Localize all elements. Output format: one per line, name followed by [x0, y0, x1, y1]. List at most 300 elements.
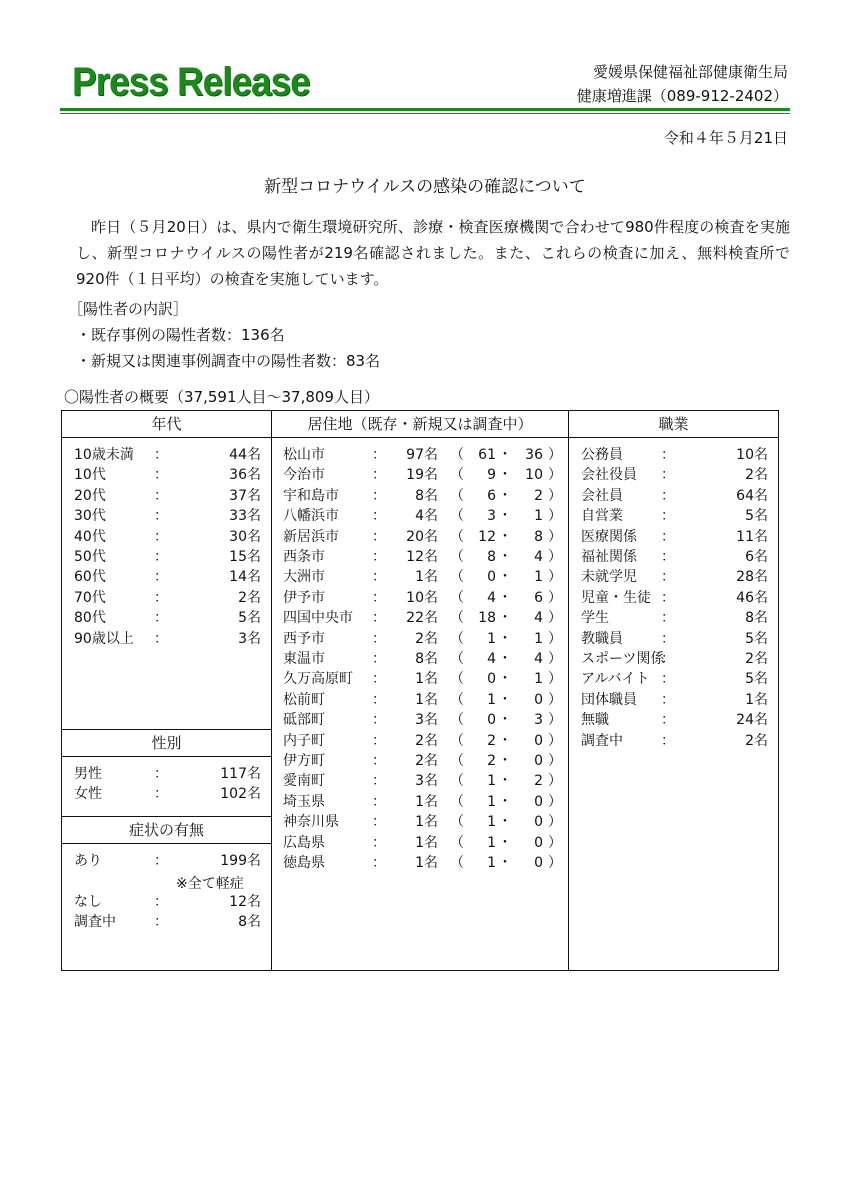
- occupation-count: 5名: [745, 508, 768, 525]
- residence-label: 松前町: [283, 691, 325, 708]
- paren-open: （: [450, 814, 464, 831]
- residence-existing: 61: [478, 447, 496, 463]
- residence-row: [272, 486, 568, 506]
- residence-count: 1名: [415, 814, 438, 831]
- residence-label: 徳島県: [283, 855, 325, 871]
- age-count: 14名: [229, 569, 261, 586]
- symptom-label: あり: [74, 853, 102, 869]
- paren-close: ）: [548, 773, 562, 790]
- separator: ：: [154, 630, 168, 647]
- age-label: 30代: [74, 508, 106, 525]
- paren-open: （: [450, 691, 464, 708]
- occupation-count: 5名: [745, 671, 768, 688]
- occupation-row: [569, 465, 778, 485]
- residence-row: [272, 710, 568, 730]
- residence-header: 居住地（既存・新規又は調査中）: [272, 411, 568, 438]
- age-label: 10歳未満: [74, 447, 134, 463]
- dot: ・: [498, 630, 512, 647]
- symptom-row: [62, 912, 271, 932]
- residence-label: 宇和島市: [283, 487, 339, 504]
- residence-existing: 8: [487, 549, 496, 565]
- paren-close: ）: [548, 855, 562, 871]
- residence-new: 3: [534, 712, 543, 729]
- separator: ：: [661, 630, 675, 647]
- separator: ：: [372, 814, 386, 831]
- occupation-label: 団体職員: [581, 691, 637, 708]
- separator: ：: [372, 691, 386, 708]
- residence-row: [272, 547, 568, 567]
- paren-close: ）: [548, 793, 562, 810]
- residence-new: 2: [534, 487, 543, 504]
- paren-close: ）: [548, 691, 562, 708]
- paren-close: ）: [548, 712, 562, 729]
- occupation-row: [569, 690, 778, 710]
- occupation-label: 児童・生徒: [581, 589, 651, 606]
- occupation-row: [569, 669, 778, 689]
- sex-label: 女性: [74, 786, 102, 803]
- occupation-count: 64名: [736, 487, 768, 504]
- occupation-label: 未就学児: [581, 569, 637, 586]
- separator: ：: [372, 508, 386, 525]
- residence-count: 1名: [415, 671, 438, 688]
- residence-row: [272, 731, 568, 751]
- residence-row: [272, 771, 568, 791]
- age-count: 33名: [229, 508, 261, 525]
- occupation-count: 6名: [745, 549, 768, 565]
- residence-row: [272, 669, 568, 689]
- dot: ・: [498, 447, 512, 463]
- occupation-row: [569, 588, 778, 608]
- separator: ：: [154, 508, 168, 525]
- residence-row: [272, 690, 568, 710]
- residence-existing: 4: [487, 651, 496, 667]
- symptom-count: 8名: [238, 914, 261, 931]
- occupation-count: 24名: [736, 712, 768, 729]
- paren-close: ）: [548, 528, 562, 545]
- separator: ：: [661, 589, 675, 606]
- dot: ・: [498, 855, 512, 871]
- paren-open: （: [450, 732, 464, 749]
- dot: ・: [498, 508, 512, 525]
- residence-new: 4: [534, 549, 543, 565]
- age-count: 3名: [238, 630, 261, 647]
- residence-count: 97名: [406, 447, 438, 463]
- occupation-count: 2名: [745, 651, 768, 667]
- residence-row: [272, 608, 568, 628]
- sex-row: [62, 784, 271, 804]
- sex-count: 117名: [220, 766, 261, 782]
- residence-row: [272, 588, 568, 608]
- paren-close: ）: [548, 569, 562, 586]
- age-row: [62, 608, 271, 628]
- residence-count: 2名: [415, 753, 438, 769]
- residence-existing: 1: [487, 630, 496, 647]
- residence-new: 0: [534, 855, 543, 871]
- residence-new: 1: [534, 671, 543, 688]
- age-count: 36名: [229, 467, 261, 484]
- paren-close: ）: [548, 630, 562, 647]
- occupation-label: スポーツ関係: [581, 651, 665, 667]
- residence-count: 3名: [415, 773, 438, 790]
- separator: ：: [154, 447, 168, 463]
- occupation-label: 会社役員: [581, 467, 637, 484]
- separator: ：: [154, 467, 168, 484]
- separator: ：: [661, 487, 675, 504]
- residence-existing: 0: [487, 569, 496, 586]
- occupation-row: [569, 731, 778, 751]
- occupation-row: [569, 547, 778, 567]
- age-row: [62, 547, 271, 567]
- symptom-label: なし: [74, 893, 102, 910]
- residence-existing: 3: [487, 508, 496, 525]
- symptom-header: 症状の有無: [62, 817, 271, 844]
- residence-label: 久万高原町: [283, 671, 353, 688]
- separator: ：: [372, 855, 386, 871]
- residence-count: 3名: [415, 712, 438, 729]
- separator: ：: [154, 549, 168, 565]
- paren-open: （: [450, 487, 464, 504]
- occupation-label: 医療関係: [581, 528, 637, 545]
- occupation-label: 学生: [581, 610, 609, 627]
- age-row: [62, 486, 271, 506]
- occupation-count: 11名: [736, 528, 768, 545]
- paren-open: （: [450, 630, 464, 647]
- residence-label: 大洲市: [283, 569, 325, 586]
- occupation-count: 46名: [736, 589, 768, 606]
- occupation-table: [568, 410, 779, 971]
- occupation-label: 教職員: [581, 630, 623, 647]
- paren-open: （: [450, 528, 464, 545]
- separator: ：: [372, 671, 386, 688]
- residence-new: 0: [534, 732, 543, 749]
- dot: ・: [498, 793, 512, 810]
- residence-row: [272, 629, 568, 649]
- age-label: 10代: [74, 467, 106, 484]
- dot: ・: [498, 549, 512, 565]
- age-label: 80代: [74, 610, 106, 627]
- paren-close: ）: [548, 467, 562, 484]
- residence-count: 1名: [415, 855, 438, 871]
- paren-open: （: [450, 610, 464, 627]
- paren-open: （: [450, 793, 464, 810]
- age-header: 年代: [62, 411, 271, 438]
- separator: ：: [154, 487, 168, 504]
- occupation-label: アルバイト: [581, 671, 650, 688]
- residence-existing: 4: [487, 589, 496, 606]
- separator: ：: [661, 712, 675, 729]
- paren-open: （: [450, 447, 464, 463]
- residence-new: 0: [534, 753, 543, 769]
- residence-label: 西条市: [283, 549, 325, 565]
- residence-count: 12名: [406, 549, 438, 565]
- residence-label: 神奈川県: [283, 814, 339, 831]
- residence-existing: 6: [487, 487, 496, 504]
- paren-close: ）: [548, 447, 562, 463]
- occupation-count: 1名: [745, 691, 768, 708]
- residence-row: [272, 465, 568, 485]
- residence-label: 埼玉県: [283, 793, 325, 810]
- age-label: 50代: [74, 549, 106, 565]
- separator: ：: [372, 589, 386, 606]
- residence-new: 6: [534, 589, 543, 606]
- separator: ：: [661, 569, 675, 586]
- separator: ：: [661, 467, 675, 484]
- sex-label: 男性: [74, 766, 102, 782]
- dot: ・: [498, 487, 512, 504]
- residence-row: [272, 567, 568, 587]
- residence-existing: 1: [487, 773, 496, 790]
- dot: ・: [498, 467, 512, 484]
- residence-count: 10名: [406, 589, 438, 606]
- dot: ・: [498, 569, 512, 586]
- residence-label: 伊方町: [283, 753, 325, 769]
- residence-existing: 9: [487, 467, 496, 484]
- occupation-count: 8名: [745, 610, 768, 627]
- breakdown-heading: ［陽性者の内訳］: [68, 300, 189, 318]
- residence-new: 1: [534, 569, 543, 586]
- residence-count: 2名: [415, 630, 438, 647]
- residence-row: [272, 792, 568, 812]
- paren-close: ）: [548, 589, 562, 606]
- paren-open: （: [450, 549, 464, 565]
- occupation-label: 公務員: [581, 447, 623, 463]
- residence-label: 砥部町: [283, 712, 325, 729]
- separator: ：: [661, 732, 675, 749]
- occupation-header: 職業: [569, 411, 778, 438]
- residence-row: [272, 812, 568, 832]
- paren-close: ）: [548, 508, 562, 525]
- header-rule-thin: [60, 113, 790, 114]
- residence-new: 4: [534, 651, 543, 667]
- residence-label: 松山市: [283, 447, 325, 463]
- occupation-label: 自営業: [581, 508, 623, 525]
- residence-label: 新居浜市: [283, 528, 339, 545]
- age-row: [62, 629, 271, 649]
- residence-count: 4名: [415, 508, 438, 525]
- residence-count: 1名: [415, 691, 438, 708]
- paren-close: ）: [548, 487, 562, 504]
- occupation-row: [569, 710, 778, 730]
- occupation-row: [569, 567, 778, 587]
- separator: ：: [661, 671, 675, 688]
- separator: ：: [372, 549, 386, 565]
- separator: ：: [372, 712, 386, 729]
- separator: ：: [154, 610, 168, 627]
- separator: ：: [154, 589, 168, 606]
- residence-row: [272, 833, 568, 853]
- occupation-label: 無職: [581, 712, 609, 729]
- residence-count: 1名: [415, 569, 438, 586]
- symptom-label: 調査中: [74, 914, 116, 931]
- occupation-count: 2名: [745, 732, 768, 749]
- residence-existing: 1: [487, 834, 496, 851]
- residence-count: 8名: [415, 487, 438, 504]
- residence-row: [272, 445, 568, 465]
- residence-count: 20名: [406, 528, 438, 545]
- paren-open: （: [450, 589, 464, 606]
- separator: ：: [372, 732, 386, 749]
- separator: ：: [372, 793, 386, 810]
- symptom-count: 199名: [220, 853, 261, 869]
- symptom-row: [62, 892, 271, 912]
- residence-row: [272, 649, 568, 669]
- residence-new: 10: [525, 467, 543, 484]
- separator: ：: [154, 914, 168, 931]
- separator: ：: [372, 773, 386, 790]
- separator: ：: [372, 447, 386, 463]
- department-name: 愛媛県保健福祉部健康衛生局: [592, 63, 788, 81]
- age-label: 40代: [74, 528, 106, 545]
- residence-row: [272, 506, 568, 526]
- residence-row: [272, 527, 568, 547]
- occupation-label: 会社員: [581, 487, 623, 504]
- paren-open: （: [450, 508, 464, 525]
- breakdown-new: ・新規又は関連事例調査中の陽性者数：83名: [76, 352, 381, 370]
- age-row: [62, 506, 271, 526]
- occupation-label: 調査中: [581, 732, 623, 749]
- age-label: 60代: [74, 569, 106, 586]
- occupation-row: [569, 445, 778, 465]
- residence-count: 22名: [406, 610, 438, 627]
- residence-new: 1: [534, 630, 543, 647]
- residence-label: 東温市: [283, 651, 325, 667]
- paren-open: （: [450, 467, 464, 484]
- separator: ：: [154, 893, 168, 910]
- residence-count: 8名: [415, 651, 438, 667]
- dot: ・: [498, 834, 512, 851]
- separator: ：: [154, 569, 168, 586]
- occupation-row: [569, 649, 778, 669]
- separator: ：: [372, 753, 386, 769]
- paren-open: （: [450, 671, 464, 688]
- sex-header: 性別: [62, 730, 271, 757]
- separator: ：: [661, 549, 675, 565]
- occupation-count: 28名: [736, 569, 768, 586]
- residence-existing: 18: [478, 610, 496, 627]
- residence-new: 0: [534, 691, 543, 708]
- sex-row: [62, 764, 271, 784]
- department-info: [577, 60, 788, 108]
- separator: ：: [154, 786, 168, 803]
- residence-count: 1名: [415, 793, 438, 810]
- age-label: 20代: [74, 487, 106, 504]
- symptom-count: 12名: [229, 893, 261, 910]
- occupation-row: [569, 629, 778, 649]
- paren-open: （: [450, 834, 464, 851]
- age-count: 30名: [229, 528, 261, 545]
- separator: ：: [372, 630, 386, 647]
- body-paragraph: 昨日（５月20日）は、県内で衛生環境研究所、診療・検査医療機関で合わせて980件程度の検査を実施し、新型コロナウイルスの陽性者が219名確認されました。また、これらの検査に加え、無料検査所で920件（１日平均）の検査を実施しています。: [76, 218, 790, 288]
- press-release-logo: Press Release: [72, 60, 310, 104]
- paren-close: ）: [548, 753, 562, 769]
- age-count: 44名: [229, 447, 261, 463]
- separator: ：: [661, 528, 675, 545]
- separator: ：: [661, 610, 675, 627]
- paren-open: （: [450, 855, 464, 871]
- residence-existing: 2: [487, 753, 496, 769]
- paren-close: ）: [548, 814, 562, 831]
- separator: ：: [372, 528, 386, 545]
- occupation-row: [569, 486, 778, 506]
- residence-existing: 1: [487, 691, 496, 708]
- separator: ：: [372, 610, 386, 627]
- residence-row: [272, 853, 568, 873]
- residence-new: 4: [534, 610, 543, 627]
- occupation-count: 5名: [745, 630, 768, 647]
- residence-label: 今治市: [283, 467, 325, 484]
- residence-count: 19名: [406, 467, 438, 484]
- separator: ：: [372, 467, 386, 484]
- release-date: 令和４年５月21日: [663, 129, 788, 147]
- paren-close: ）: [548, 610, 562, 627]
- residence-existing: 12: [478, 528, 496, 545]
- document-title: 新型コロナウイルスの感染の確認について: [264, 177, 586, 197]
- separator: ：: [661, 691, 675, 708]
- residence-new: 0: [534, 793, 543, 810]
- residence-new: 0: [534, 834, 543, 851]
- residence-new: 36: [525, 447, 543, 463]
- separator: ：: [154, 766, 168, 782]
- occupation-count: 10名: [736, 447, 768, 463]
- age-label: 70代: [74, 589, 106, 606]
- separator: ：: [154, 528, 168, 545]
- residence-existing: 1: [487, 793, 496, 810]
- residence-new: 2: [534, 773, 543, 790]
- age-count: 5名: [238, 610, 261, 627]
- residence-label: 広島県: [283, 834, 325, 851]
- dot: ・: [498, 528, 512, 545]
- section-contact: 健康増進課（089-912-2402）: [576, 87, 788, 105]
- symptom-row: [62, 851, 271, 871]
- age-row: [62, 465, 271, 485]
- occupation-row: [569, 608, 778, 628]
- separator: ：: [372, 651, 386, 667]
- residence-new: 8: [534, 528, 543, 545]
- residence-row: [272, 751, 568, 771]
- separator: ：: [372, 487, 386, 504]
- dot: ・: [498, 671, 512, 688]
- symptom-note: ※全て軽症: [176, 876, 244, 892]
- residence-existing: 1: [487, 855, 496, 871]
- paren-close: ）: [548, 549, 562, 565]
- dot: ・: [498, 732, 512, 749]
- residence-count: 2名: [415, 732, 438, 749]
- residence-label: 西予市: [283, 630, 325, 647]
- age-count: 37名: [229, 487, 261, 504]
- separator: ：: [661, 508, 675, 525]
- paren-close: ）: [548, 671, 562, 688]
- overview-heading: 〇陽性者の概要（37,591人目～37,809人目）: [64, 388, 379, 406]
- residence-new: 0: [534, 814, 543, 831]
- paren-open: （: [450, 773, 464, 790]
- residence-new: 1: [534, 508, 543, 525]
- residence-table: [271, 410, 569, 971]
- left-table: [61, 410, 272, 971]
- residence-label: 四国中央市: [283, 610, 353, 627]
- age-count: 15名: [229, 549, 261, 565]
- residence-label: 八幡浜市: [283, 508, 339, 525]
- dot: ・: [498, 651, 512, 667]
- paren-open: （: [450, 569, 464, 586]
- paren-close: ）: [548, 732, 562, 749]
- occupation-count: 2名: [745, 467, 768, 484]
- occupation-row: [569, 506, 778, 526]
- residence-existing: 0: [487, 671, 496, 688]
- paren-close: ）: [548, 651, 562, 667]
- occupation-row: [569, 527, 778, 547]
- age-count: 2名: [238, 589, 261, 606]
- residence-label: 内子町: [283, 732, 325, 749]
